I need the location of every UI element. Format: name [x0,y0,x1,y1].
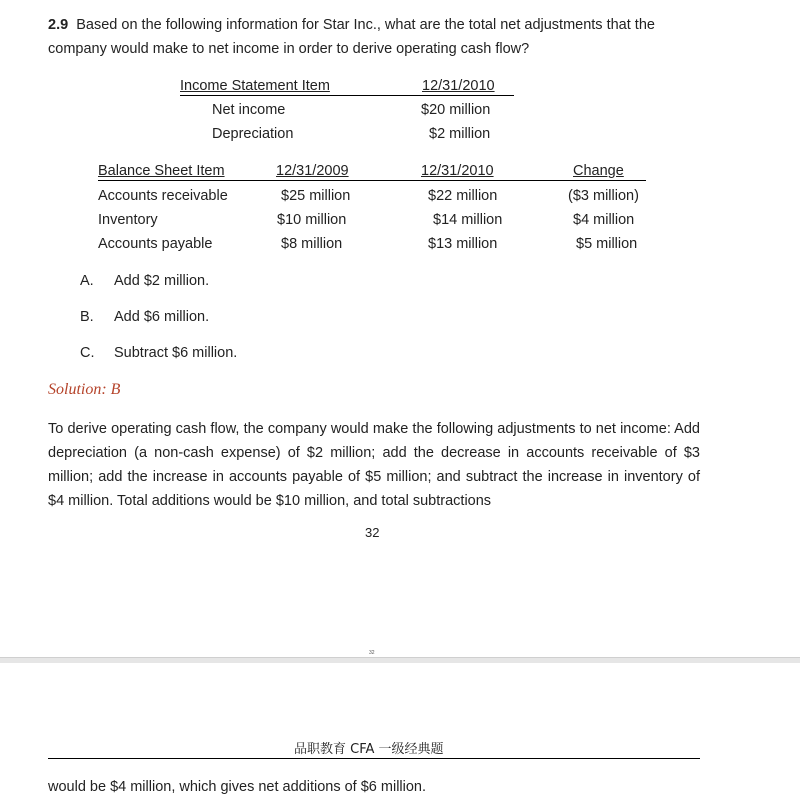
income-header-date: 12/31/2010 [422,78,495,94]
page-number: 32 [365,525,380,540]
question-text-2: company would make to net income in order to derive operating cash flow? [48,41,530,57]
income-header-rule [180,95,514,96]
footer-text: 品职教育 CFA 一级经典题 [294,742,444,757]
balance-row-ar-2009: $25 million [281,188,351,204]
option-b-text: Add $6 million. [114,309,210,325]
continuation-text: would be $4 million, which gives net additions of $6 million. [48,779,427,795]
footer-rule [48,758,700,759]
balance-header-2009: 12/31/2009 [276,163,349,179]
solution-paragraph: To derive operating cash flow, the company would make the following adjustments to net income: Add depreciation (a non-cash expense) of $2 million; add the decrease in accounts receivable of $3 million; add the increase in accounts payable of $5 million; and subtract the increase in inventory of $4 million. Total additions would be $10 million, and total subtractions [48,421,700,509]
balance-row-inventory-2010: $14 million [433,212,503,228]
option-c-letter: C. [80,345,95,361]
option-a-letter: A. [80,273,94,289]
balance-row-ar-2010: $22 million [428,188,498,204]
page-break-divider [0,657,800,663]
balance-row-inventory-2009: $10 million [277,212,347,228]
page-number-small: 32 [369,650,375,656]
balance-header-item: Balance Sheet Item [98,163,225,179]
option-a-text: Add $2 million. [114,273,210,289]
balance-row-ar-item: Accounts receivable [98,188,228,204]
option-c-text: Subtract $6 million. [114,345,238,361]
balance-header-change: Change [573,163,624,179]
question-number: 2.9 [48,17,69,33]
income-row-net-income-value: $20 million [421,102,491,118]
balance-header-2010: 12/31/2010 [421,163,494,179]
income-header-item: Income Statement Item [180,78,330,94]
balance-row-inventory-change: $4 million [573,212,635,228]
option-b-letter: B. [80,309,94,325]
balance-row-ar-change: ($3 million) [568,188,639,204]
balance-row-ap-2010: $13 million [428,236,498,252]
balance-row-inventory-item: Inventory [98,212,158,228]
balance-row-ap-item: Accounts payable [98,236,213,252]
balance-row-ap-2009: $8 million [281,236,343,252]
solution-label: Solution: B [48,381,121,398]
income-row-depreciation-label: Depreciation [212,126,294,142]
income-row-depreciation-value: $2 million [429,126,491,142]
balance-header-rule [98,180,646,181]
income-row-net-income-label: Net income [212,102,286,118]
question-line-1 [48,13,655,37]
balance-row-ap-change: $5 million [576,236,638,252]
question-text-1: Based on the following information for Star Inc., what are the total net adjustments that the [76,17,655,33]
